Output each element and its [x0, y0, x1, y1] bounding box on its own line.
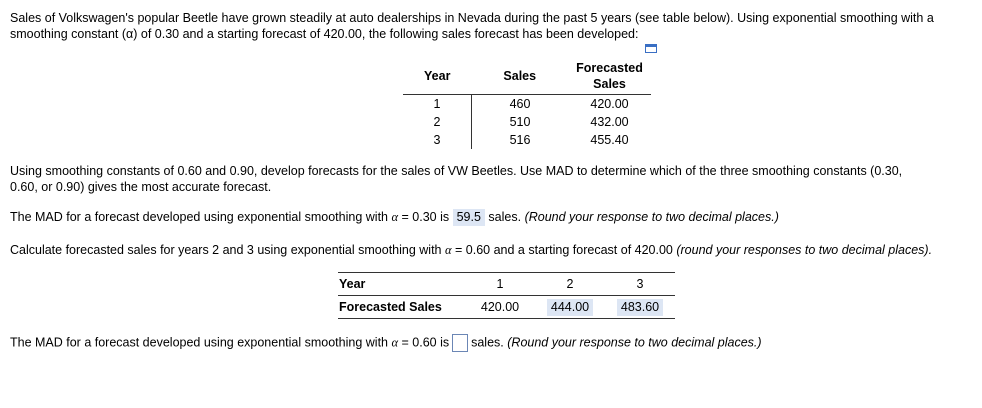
- table-row: [403, 131, 651, 149]
- cell-sales: 516: [509, 133, 531, 147]
- alpha-symbol: α: [391, 335, 399, 350]
- question-forecast-060: Calculate forecasted sales for years 2 and 3 using exponential smoothing with α = 0.60 and a starting forecast of 420.00 (round your responses to two decimal places).: [10, 243, 933, 257]
- cell-forecast: 420.00: [480, 300, 520, 314]
- instructions-line-1: Using smoothing constants of 0.60 and 0.90, develop forecasts for the sales of VW Beetles. Use MAD to determine which of the three smoothing constants (0.30,: [10, 164, 903, 178]
- header-sales: Sales: [503, 69, 537, 83]
- cell-forecast-answer[interactable]: [535, 296, 605, 319]
- rounding-hint: (Round your response to two decimal places.): [507, 335, 762, 350]
- table-row-forecast: [338, 296, 675, 319]
- cell-sales: 510: [509, 115, 531, 129]
- cell-year: 1: [403, 95, 472, 114]
- cell-year: 3: [403, 131, 472, 149]
- forecast-table: [338, 272, 675, 319]
- mad-060-input[interactable]: [452, 334, 468, 352]
- header-forecasted-sales: Forecasted Sales: [576, 61, 643, 91]
- cell-year: 1: [496, 277, 504, 291]
- question-mad-030: The MAD for a forecast developed using exponential smoothing with α = 0.30 is 59.5 sales. (Round your response to two decimal places.): [10, 210, 779, 224]
- problem-intro: [10, 10, 978, 42]
- instructions: [10, 163, 978, 195]
- table-row-year: [338, 273, 675, 296]
- answer-mad-030[interactable]: 59.5: [453, 209, 485, 226]
- alpha-symbol: α: [391, 210, 399, 224]
- intro-line-1: Sales of Volkswagen's popular Beetle have grown steadily at auto dealerships in Nevada during the past 5 years (see table below). Using exponential smoothing with a: [10, 11, 934, 25]
- rounding-hint: (round your responses to two decimal places).: [676, 243, 933, 257]
- cell-forecast-answer[interactable]: [605, 296, 675, 319]
- alpha-symbol: α: [444, 243, 452, 257]
- cell-year: 3: [636, 277, 644, 291]
- rounding-hint: (Round your response to two decimal places.): [524, 210, 779, 224]
- cell-forecast: 455.40: [590, 133, 629, 147]
- header-year: Year: [424, 69, 451, 83]
- question-mad-060: The MAD for a forecast developed using exponential smoothing with α = 0.60 is sales. (Round your response to two decimal places.): [10, 334, 978, 352]
- cell-year: 2: [566, 277, 574, 291]
- answer-forecast-year-2[interactable]: 444.00: [547, 299, 593, 316]
- table-row: [403, 95, 651, 114]
- intro-line-2: smoothing constant (α) of 0.30 and a starting forecast of 420.00, the following sales forecast has been developed:: [10, 27, 639, 41]
- answer-forecast-year-3[interactable]: 483.60: [617, 299, 663, 316]
- label-year: Year: [339, 277, 366, 291]
- table-row: [403, 113, 651, 131]
- instructions-line-2: 0.60, or 0.90) gives the most accurate forecast.: [10, 180, 272, 194]
- cell-sales: 460: [509, 97, 531, 111]
- cell-forecast: 420.00: [590, 97, 629, 111]
- copy-table-icon[interactable]: [645, 44, 657, 53]
- cell-year: 2: [403, 113, 472, 131]
- sales-table: [403, 58, 651, 149]
- cell-forecast: 432.00: [590, 115, 629, 129]
- label-forecasted-sales: Forecasted Sales: [339, 300, 442, 314]
